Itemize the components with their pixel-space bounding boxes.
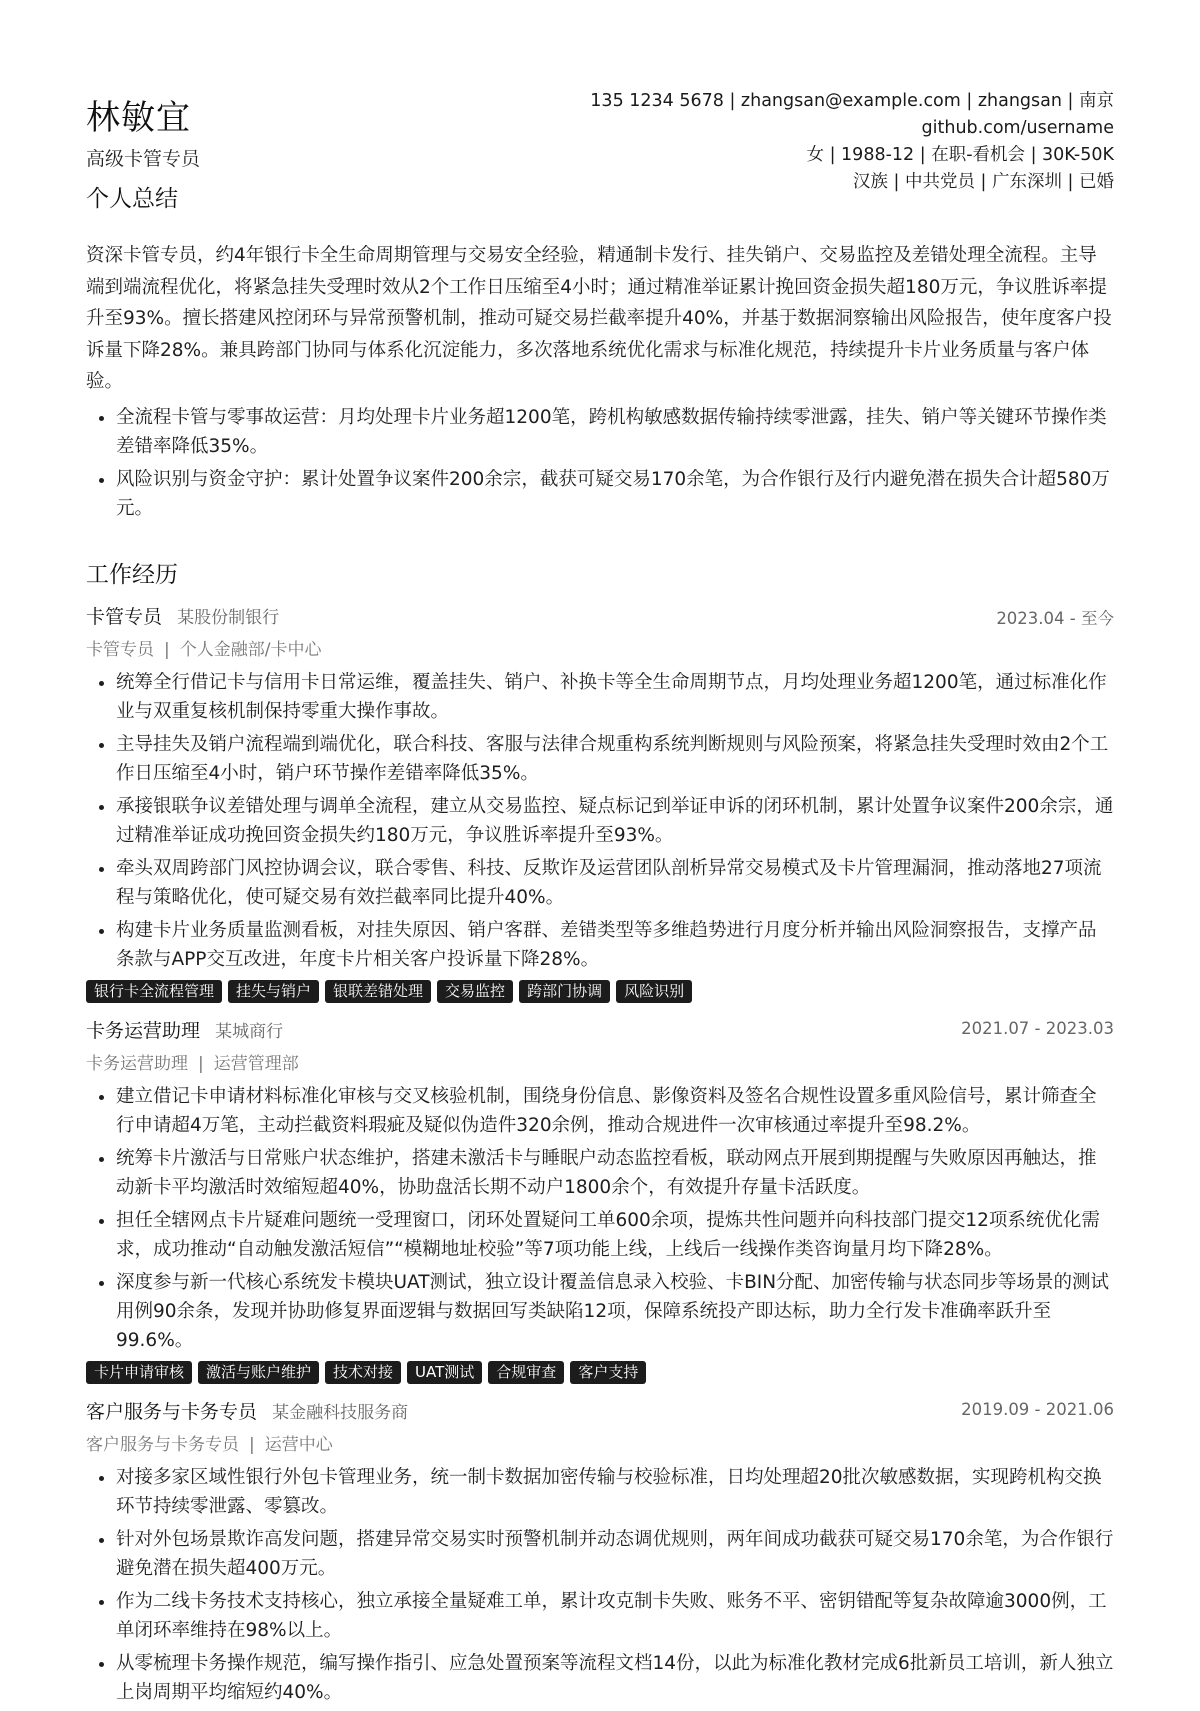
job-title: 卡务运营助理 [86, 1020, 201, 1042]
summary-paragraph: 资深卡管专员，约4年银行卡全生命周期管理与交易安全经验，精通制卡发行、挂失销户、交易监控及差错处理全流程。主导端到端流程优化，将紧急挂失受理时效从2个工作日压缩至4小时；通过精准举证累计挽回资金损失超180万元，争议胜诉率提升至93%。擅长搭建风控闭环与异常预警机制，推动可疑交易拦截率提升40%，并基于数据洞察输出风险报告，使年度客户投诉量下降28%。兼具跨部门协同与体系化沉淀能力，多次落地系统优化需求与标准化规范，持续提升卡片业务质量与客户体验。 [86, 245, 1112, 392]
skill-tag: 银行卡全流程管理 [86, 980, 222, 1003]
job-role: 卡务运营助理 [86, 1054, 188, 1074]
job-title: 客户服务与卡务专员 [86, 1401, 258, 1423]
contact-line: github.com/username [921, 118, 1114, 138]
list-item: • 作为二线卡务技术支持核心，独立承接全量疑难工单，累计攻克制卡失败、账务不平、密钥错配等复杂故障逾3000例，工单闭环率维持在98%以上。 [116, 1587, 1114, 1645]
job-date: 2019.09 - 2021.06 [961, 1400, 1114, 1419]
contact-info [590, 88, 1114, 196]
job-subheader: 客户服务与卡务专员 | 运营中心 [86, 1435, 333, 1455]
list-item: • 从零梳理卡务操作规范，编写操作指引、应急处置预案等流程文档14份，以此为标准化教材完成6批新员工培训，新人独立上岗周期平均缩短约40%。 [116, 1649, 1114, 1707]
job-header [86, 1016, 1114, 1044]
job-company: 某城商行 [215, 1022, 284, 1042]
contact-line: 女 | 1988-12 | 在职-看机会 | 30K-50K [806, 145, 1114, 165]
skill-tag: 客户支持 [570, 1361, 646, 1384]
candidate-name: 林敏宜 [86, 98, 191, 138]
skill-tag: 合规审查 [488, 1361, 564, 1384]
skill-tag: 风险识别 [616, 980, 692, 1003]
job-subheader: 卡管专员 | 个人金融部/卡中心 [86, 640, 322, 660]
candidate-title: 高级卡管专员 [86, 148, 201, 170]
skill-tag: 交易监控 [437, 980, 513, 1003]
job-bullets [86, 1463, 1114, 1711]
skill-tag: 技术对接 [325, 1361, 401, 1384]
skill-tags [86, 1361, 1114, 1384]
job-subheader: 卡务运营助理 | 运营管理部 [86, 1054, 299, 1074]
list-item: • 建立借记卡申请材料标准化审核与交叉核验机制，围绕身份信息、影像资料及签名合规性设置多重风险信号，累计筛查全行申请超4万笔，主动拦截资料瑕疵及疑似伪造件320余例，推动合规进件一次审核通过率提升至98.2%。 [116, 1082, 1114, 1140]
job-header [86, 602, 1114, 630]
list-item: • 对接多家区域性银行外包卡管理业务，统一制卡数据加密传输与校验标准，日均处理超20批次敏感数据，实现跨机构交换环节持续零泄露、零篡改。 [116, 1463, 1114, 1521]
job-department: 运营中心 [264, 1435, 333, 1455]
list-item: • 针对外包场景欺诈高发问题，搭建异常交易实时预警机制并动态调优规则，两年间成功截获可疑交易170余笔，为合作银行避免潜在损失超400万元。 [116, 1525, 1114, 1583]
list-item: • 构建卡片业务质量监测看板，对挂失原因、销户客群、差错类型等多维趋势进行月度分析并输出风险洞察报告，支撑产品条款与APP交互改进，年度卡片相关客户投诉量下降28%。 [116, 916, 1114, 974]
skill-tags [86, 980, 1114, 1003]
job-role: 卡管专员 [86, 640, 154, 660]
contact-line: 汉族 | 中共党员 | 广东深圳 | 已婚 [852, 172, 1114, 192]
resume-header [86, 84, 1114, 194]
list-item: • 统筹卡片激活与日常账户状态维护，搭建未激活卡与睡眠户动态监控看板，联动网点开展到期提醒与失败原因再触达，推动新卡平均激活时效缩短超40%，协助盘活长期不动户1800余个，有效提升存量卡活跃度。 [116, 1144, 1114, 1202]
skill-tag: 激活与账户维护 [198, 1361, 319, 1384]
skill-tag: UAT测试 [407, 1361, 482, 1384]
skill-tag: 挂失与销户 [228, 980, 319, 1003]
job-date: 2021.07 - 2023.03 [961, 1019, 1114, 1038]
list-item: • 担任全辖网点卡片疑难问题统一受理窗口，闭环处置疑问工单600余项，提炼共性问题并向科技部门提交12项系统优化需求，成功推动“自动触发激活短信”“模糊地址校验”等7项功能上线，上线后一线操作类咨询量月均下降28%。 [116, 1206, 1114, 1264]
job-bullets [86, 1082, 1114, 1359]
list-item: • 主导挂失及销户流程端到端优化，联合科技、客服与法律合规重构系统判断规则与风险预案，将紧急挂失受理时效由2个工作日压缩至4小时，销户环节操作差错率降低35%。 [116, 730, 1114, 788]
job-company: 某股份制银行 [177, 608, 280, 628]
summary-bullets [86, 403, 1114, 527]
summary-section-title: 个人总结 [86, 186, 178, 212]
list-item: • 牵头双周跨部门风控协调会议，联合零售、科技、反欺诈及运营团队剖析异常交易模式及卡片管理漏洞，推动落地27项流程与策略优化，使可疑交易有效拦截率同比提升40%。 [116, 854, 1114, 912]
list-item: • 承接银联争议差错处理与调单全流程，建立从交易监控、疑点标记到举证申诉的闭环机制，累计处置争议案件200余宗，通过精准举证成功挽回资金损失约180万元，争议胜诉率提升至93%。 [116, 792, 1114, 850]
job-bullets [86, 668, 1114, 978]
experience-section-title: 工作经历 [86, 562, 178, 588]
skill-tag: 卡片申请审核 [86, 1361, 192, 1384]
job-date: 2023.04 - 至今 [996, 609, 1114, 628]
job-role: 客户服务与卡务专员 [86, 1435, 239, 1455]
job-department: 运营管理部 [213, 1054, 299, 1074]
list-item: • 全流程卡管与零事故运营：月均处理卡片业务超1200笔，跨机构敏感数据传输持续零泄露，挂失、销户等关键环节操作类差错率降低35%。 [116, 403, 1114, 461]
job-header [86, 1397, 1114, 1425]
list-item: • 深度参与新一代核心系统发卡模块UAT测试，独立设计覆盖信息录入校验、卡BIN分配、加密传输与状态同步等场景的测试用例90余条，发现并协助修复界面逻辑与数据回写类缺陷12项，保障系统投产即达标，助力全行发卡准确率跃升至99.6%。 [116, 1268, 1114, 1355]
job-title: 卡管专员 [86, 606, 163, 628]
list-item: • 风险识别与资金守护：累计处置争议案件200余宗，截获可疑交易170余笔，为合作银行及行内避免潜在损失合计超580万元。 [116, 465, 1114, 523]
contact-line: 135 1234 5678 | zhangsan@example.com | zhangsan | 南京 [590, 91, 1114, 111]
job-department: 个人金融部/卡中心 [179, 640, 322, 660]
skill-tag: 跨部门协调 [519, 980, 610, 1003]
skill-tag: 银联差错处理 [325, 980, 431, 1003]
job-company: 某金融科技服务商 [272, 1403, 409, 1423]
list-item: • 统筹全行借记卡与信用卡日常运维，覆盖挂失、销户、补换卡等全生命周期节点，月均处理业务超1200笔，通过标准化作业与双重复核机制保持零重大操作事故。 [116, 668, 1114, 726]
